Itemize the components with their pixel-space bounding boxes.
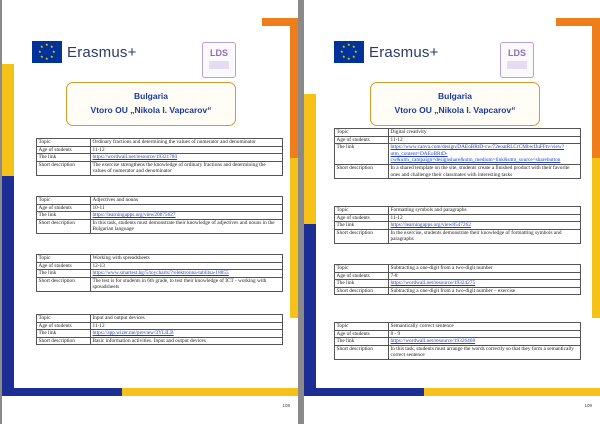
blue-left-bar [2, 176, 14, 396]
age-value: 11-12 [389, 136, 581, 144]
link-label: The link [37, 330, 91, 338]
blue-bottom-bar [2, 388, 122, 396]
desc-value: In this task, students must arrange the words correctly so that they form a semantically correct sentence [389, 345, 581, 359]
link-label: The link [37, 154, 91, 162]
page-number: 108 [282, 403, 290, 408]
yellow-top-left-bar [2, 64, 14, 176]
topic-value: Adjectives and nouns [91, 197, 283, 205]
resource-link[interactable]: https://learningapps.org/view8547262 [390, 222, 471, 229]
link-label: The link [37, 212, 91, 220]
age-label: Age of students [37, 322, 91, 330]
link-label: The link [37, 270, 91, 278]
topic-label: Topic [335, 207, 389, 215]
link-label: The link [335, 280, 389, 288]
topic-value: Digital creativity [389, 129, 581, 137]
lds-logo [500, 42, 534, 78]
desc-value: Basic information activities. Input and output devices [91, 337, 283, 345]
age-label: Age of students [335, 272, 389, 280]
topic-value: Subtracting a one-digit from a two-digit number [389, 265, 581, 273]
school-name: Vtoro OU „Nikola I. Vapcarov“ [394, 105, 516, 115]
desc-value: Subtracting a one-digit from a two-digit number – exercise [389, 287, 581, 295]
topic-value: Working with spreadsheets [91, 255, 283, 263]
desc-label: Short description [37, 337, 91, 345]
resource-link[interactable]: https://wordwall.net/resource/19321780 [92, 154, 178, 161]
school-title-box [370, 82, 540, 126]
erasmus-logo [32, 36, 137, 68]
lds-logo-graphic [209, 61, 229, 69]
topic-label: Topic [335, 129, 389, 137]
eu-flag-icon: ★ ★ ★ ★ ★ ★ ★ ★ [334, 41, 364, 63]
resource-table [36, 314, 283, 345]
link-label: The link [335, 144, 389, 165]
desc-value: The exercise strengthens the knowledge of ordinary fractions and determining the values of numerator and denominator [91, 161, 283, 175]
resource-table [36, 254, 283, 292]
topic-label: Topic [37, 255, 91, 263]
topic-value: Ordinary fractions and determining the values of numerator and denominator [91, 139, 283, 147]
age-label: Age of students [37, 146, 91, 154]
desc-value: In a shared template on the site, students create a finished product with their favorite ones and challenge their classmates with interesting tasks [389, 164, 581, 178]
country-title: Bulgaria [437, 91, 472, 101]
desc-value: The test is for students in 6th grade, to test their knowledge of ICT - working with spreadsheets [91, 277, 283, 291]
yellow-right-bar [290, 158, 298, 318]
blue-left-bar [304, 224, 316, 396]
desc-value: In the exercise, students demonstrate their knowledge of formatting symbols and paragraphs [389, 229, 581, 243]
link-label: The link [335, 338, 389, 346]
yellow-bottom-bar [424, 388, 600, 396]
eu-flag-icon: ★ ★ ★ ★ ★ ★ ★ ★ [32, 41, 62, 63]
blue-bottom-bar [304, 388, 424, 396]
resource-link[interactable]: https://wordwall.net/resource/19326468 [390, 338, 476, 345]
right-page [304, 0, 600, 424]
left-page [2, 0, 298, 424]
age-value: 8 - 9 [389, 330, 581, 338]
orange-right-bar [290, 18, 298, 158]
topic-label: Topic [335, 265, 389, 273]
erasmus-label: Erasmus+ [67, 43, 137, 61]
age-label: Age of students [37, 262, 91, 270]
resource-link[interactable]: https://app.wizer.me/preview/3YLILB [92, 330, 174, 337]
topic-label: Topic [335, 323, 389, 331]
yellow-left-bar [304, 94, 316, 224]
resource-table [334, 206, 581, 244]
yellow-bottom-bar [122, 388, 298, 396]
erasmus-logo [334, 36, 439, 68]
lds-logo-text: LDS [210, 48, 228, 58]
erasmus-label: Erasmus+ [369, 43, 439, 61]
desc-label: Short description [335, 345, 389, 359]
resource-table [36, 196, 283, 234]
age-value: 12-13 [91, 262, 283, 270]
age-value: 11-12 [389, 214, 581, 222]
yellow-right-bar [592, 158, 600, 318]
desc-label: Short description [37, 219, 91, 233]
lds-logo-graphic [507, 61, 527, 69]
resource-link[interactable]: https://www.smartest.bg/5/toycharts/?/elektronna-tablitsa-18855 [92, 270, 229, 277]
age-value: 11-12 [91, 322, 283, 330]
resource-table [334, 264, 581, 295]
topic-value: Formatting symbols and paragraphs [389, 207, 581, 215]
school-name: Vtoro OU „Nikola I. Vapcarov“ [90, 105, 212, 115]
link-label: The link [335, 222, 389, 230]
resource-link[interactable]: https://www.canva.com/design/DAEoBRtD-cw/72eoatRLCrCMbwfJuFFtv/view?utm_content=DAEoBRtD-cw&utm_campaign=designshare&utm_medium=link&utm_source=sharebutton [390, 144, 565, 164]
resource-link[interactable]: https://learningapps.org/view20875627 [92, 212, 176, 219]
resource-table [36, 138, 283, 176]
lds-logo [202, 42, 236, 78]
age-value: 10-11 [91, 204, 283, 212]
desc-label: Short description [37, 161, 91, 175]
age-value: 11-12 [91, 146, 283, 154]
topic-label: Topic [37, 139, 91, 147]
age-label: Age of students [335, 330, 389, 338]
desc-label: Short description [335, 164, 389, 178]
topic-value: Input and output devices [91, 315, 283, 323]
age-label: Age of students [335, 214, 389, 222]
desc-label: Short description [37, 277, 91, 291]
country-title: Bulgaria [133, 91, 168, 101]
desc-label: Short description [335, 287, 389, 295]
resource-table [334, 128, 581, 179]
desc-value: In this task, students must demonstrate their knowledge of adjectives and nouns in the Bulgarian language [91, 219, 283, 233]
age-value: 7-8 [389, 272, 581, 280]
page-number: 109 [584, 403, 592, 408]
topic-label: Topic [37, 315, 91, 323]
lds-logo-text: LDS [508, 48, 526, 58]
school-title-box [66, 82, 236, 126]
resource-table [334, 322, 581, 360]
resource-link[interactable]: https://wordwall.net/resource/19324275 [390, 280, 476, 287]
orange-right-bar [592, 18, 600, 158]
age-label: Age of students [335, 136, 389, 144]
age-label: Age of students [37, 204, 91, 212]
topic-value: Semantically correct sentence [389, 323, 581, 331]
topic-label: Topic [37, 197, 91, 205]
desc-label: Short description [335, 229, 389, 243]
